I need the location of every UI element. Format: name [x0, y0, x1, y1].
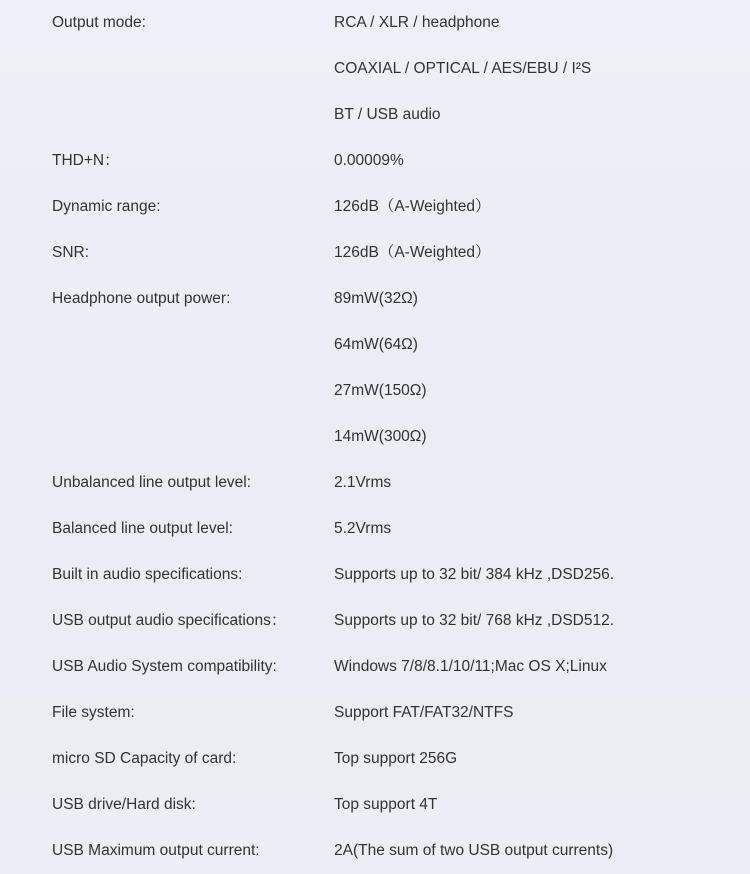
spec-value: Supports up to 32 bit/ 768 kHz ,DSD512.: [334, 612, 615, 629]
spec-value: 5.2Vrms: [334, 520, 392, 537]
spec-label: USB output audio specifications：: [52, 612, 287, 629]
table-row: [0, 276, 750, 322]
table-row: [0, 644, 750, 690]
spec-label: Balanced line output level:: [52, 520, 233, 537]
table-row: [0, 828, 750, 874]
spec-label: Built in audio specifications:: [52, 566, 243, 583]
spec-label: USB Audio System compatibility:: [52, 658, 277, 675]
table-row: [0, 736, 750, 782]
spec-value: 2.1Vrms: [334, 474, 392, 491]
spec-label: USB drive/Hard disk:: [52, 796, 196, 813]
spec-value: 27mW(150Ω): [334, 382, 427, 399]
spec-label: File system:: [52, 704, 135, 721]
spec-value: Support FAT/FAT32/NTFS: [334, 704, 514, 721]
table-row: [0, 414, 750, 460]
spec-value: 14mW(300Ω): [334, 428, 427, 445]
spec-value: BT / USB audio: [334, 106, 441, 123]
spec-value: Top support 4T: [334, 796, 438, 813]
spec-label: Unbalanced line output level:: [52, 474, 252, 491]
table-row: [0, 506, 750, 552]
table-row: [0, 322, 750, 368]
table-row: [0, 184, 750, 230]
table-row: [0, 690, 750, 736]
table-row: [0, 230, 750, 276]
spec-value: 0.00009%: [334, 152, 404, 169]
spec-label: Dynamic range:: [52, 198, 161, 215]
spec-value: Windows 7/8/8.1/10/11;Mac OS X;Linux: [334, 658, 607, 675]
table-row: [0, 138, 750, 184]
spec-label: SNR:: [52, 244, 90, 261]
table-row: [0, 782, 750, 828]
spec-label: Headphone output power:: [52, 290, 231, 307]
spec-value: RCA / XLR / headphone: [334, 14, 500, 31]
spec-value: Top support 256G: [334, 750, 458, 767]
spec-label: THD+N：: [52, 152, 120, 169]
spec-label: [0, 46, 334, 92]
spec-value: 2A(The sum of two USB output currents): [334, 842, 614, 859]
spec-label: [0, 92, 334, 138]
spec-value: 126dB（A-Weighted）: [334, 198, 491, 215]
spec-value: COAXIAL / OPTICAL / AES/EBU / I²S: [334, 60, 592, 77]
table-row: [0, 598, 750, 644]
spec-value: 89mW(32Ω): [334, 290, 418, 307]
table-row: [0, 460, 750, 506]
spec-label: [0, 322, 334, 368]
spec-value: Supports up to 32 bit/ 384 kHz ,DSD256.: [334, 566, 615, 583]
table-row: [0, 0, 750, 46]
table-row: [0, 92, 750, 138]
spec-label: Output mode:: [52, 14, 146, 31]
table-row: [0, 368, 750, 414]
spec-value: 126dB（A-Weighted）: [334, 244, 491, 261]
spec-label: USB Maximum output current:: [52, 842, 260, 859]
spec-label: [0, 368, 334, 414]
spec-label: micro SD Capacity of card:: [52, 750, 237, 767]
spec-value: 64mW(64Ω): [334, 336, 418, 353]
table-row: [0, 552, 750, 598]
spec-label: [0, 414, 334, 460]
table-row: [0, 46, 750, 92]
